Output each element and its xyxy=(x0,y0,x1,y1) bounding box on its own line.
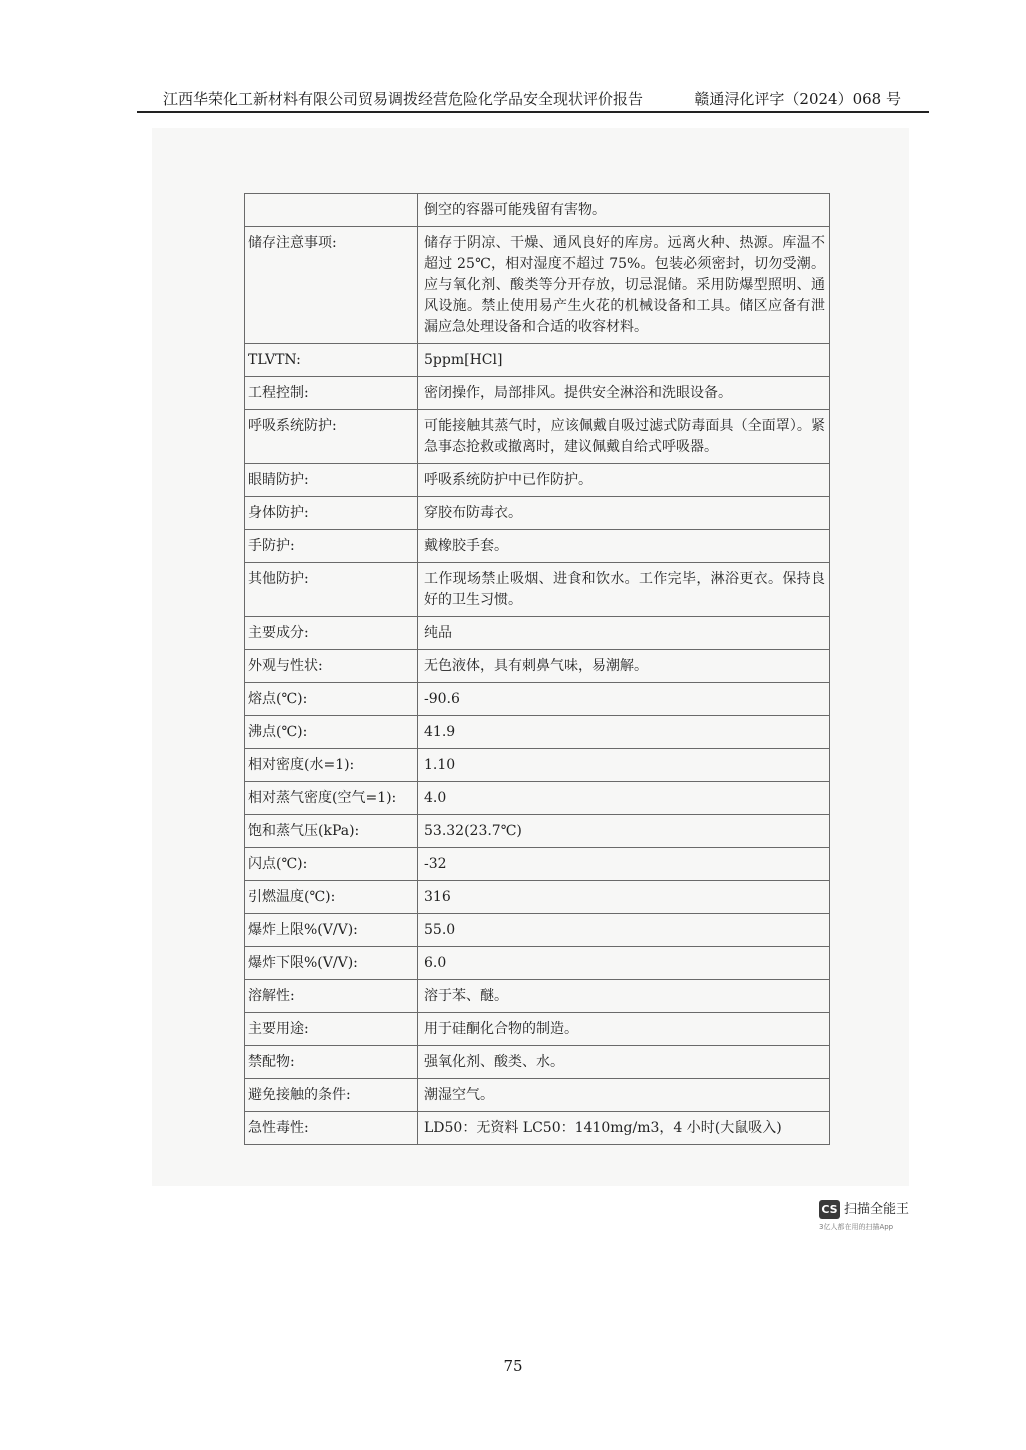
field-value: 密闭操作，局部排风。提供安全淋浴和洗眼设备。 xyxy=(418,377,830,410)
table-row xyxy=(245,815,830,848)
field-label: 呼吸系统防护: xyxy=(245,410,418,464)
field-value: 316 xyxy=(418,881,830,914)
field-value: 无色液体，具有刺鼻气味，易潮解。 xyxy=(418,650,830,683)
field-value: -90.6 xyxy=(418,683,830,716)
field-value: 呼吸系统防护中已作防护。 xyxy=(418,464,830,497)
table-row xyxy=(245,617,830,650)
field-value: -32 xyxy=(418,848,830,881)
field-value: 强氧化剂、酸类、水。 xyxy=(418,1046,830,1079)
field-label xyxy=(245,194,418,227)
field-value: 41.9 xyxy=(418,716,830,749)
field-label: 闪点(℃): xyxy=(245,848,418,881)
field-label: 饱和蒸气压(kPa): xyxy=(245,815,418,848)
table-row xyxy=(245,563,830,617)
table-row xyxy=(245,1112,830,1145)
table-row xyxy=(245,377,830,410)
field-value: 5ppm[HCl] xyxy=(418,344,830,377)
field-label: 储存注意事项: xyxy=(245,227,418,344)
table-row xyxy=(245,227,830,344)
table-row xyxy=(245,1046,830,1079)
field-value: LD50：无资料 LC50：1410mg/m3，4 小时(大鼠吸入) xyxy=(418,1112,830,1145)
table-row xyxy=(245,497,830,530)
scanner-watermark xyxy=(819,1200,929,1240)
report-title: 江西华荣化工新材料有限公司贸易调拨经营危险化学品安全现状评价报告 xyxy=(163,90,644,108)
scanner-slogan: 3亿人都在用的扫描App xyxy=(819,1223,894,1231)
field-value: 潮湿空气。 xyxy=(418,1079,830,1112)
table-row xyxy=(245,782,830,815)
table-row xyxy=(245,683,830,716)
field-value: 穿胶布防毒衣。 xyxy=(418,497,830,530)
field-value: 6.0 xyxy=(418,947,830,980)
page-number: 75 xyxy=(503,1357,523,1375)
field-value: 4.0 xyxy=(418,782,830,815)
field-value: 储存于阴凉、干燥、通风良好的库房。远离火种、热源。库温不超过 25℃，相对湿度不超过 75%。包装必须密封，切勿受潮。应与氧化剂、酸类等分开存放，切忌混储。采用防爆型照明、通风设施。禁止使用易产生火花的机械设备和工具。储区应备有泄漏应急处理设备和合适的收容材料。 xyxy=(418,227,830,344)
table-row xyxy=(245,1079,830,1112)
table-row xyxy=(245,344,830,377)
field-label: 相对蒸气密度(空气=1): xyxy=(245,782,418,815)
field-value: 纯品 xyxy=(418,617,830,650)
field-value: 55.0 xyxy=(418,914,830,947)
scanner-app-name: 扫描全能王 xyxy=(844,1202,910,1217)
table-row xyxy=(245,410,830,464)
field-value: 53.32(23.7℃) xyxy=(418,815,830,848)
field-value: 1.10 xyxy=(418,749,830,782)
field-label: 外观与性状: xyxy=(245,650,418,683)
table-row xyxy=(245,947,830,980)
table-row xyxy=(245,848,830,881)
field-label: 工程控制: xyxy=(245,377,418,410)
field-value: 工作现场禁止吸烟、进食和饮水。工作完毕，淋浴更衣。保持良好的卫生习惯。 xyxy=(418,563,830,617)
field-label: 身体防护: xyxy=(245,497,418,530)
field-label: 主要成分: xyxy=(245,617,418,650)
table-row xyxy=(245,749,830,782)
table-row xyxy=(245,464,830,497)
table-row xyxy=(245,914,830,947)
field-value: 溶于苯、醚。 xyxy=(418,980,830,1013)
field-label: 爆炸下限%(V/V): xyxy=(245,947,418,980)
field-label: 眼睛防护: xyxy=(245,464,418,497)
field-label: 手防护: xyxy=(245,530,418,563)
field-label: 急性毒性: xyxy=(245,1112,418,1145)
field-value: 倒空的容器可能残留有害物。 xyxy=(418,194,830,227)
field-value: 可能接触其蒸气时，应该佩戴自吸过滤式防毒面具（全面罩）。紧急事态抢救或撤离时，建议佩戴自给式呼吸器。 xyxy=(418,410,830,464)
field-label: 相对密度(水=1): xyxy=(245,749,418,782)
table-row xyxy=(245,881,830,914)
table-row xyxy=(245,716,830,749)
field-label: 爆炸上限%(V/V): xyxy=(245,914,418,947)
field-label: 主要用途: xyxy=(245,1013,418,1046)
header-divider xyxy=(137,111,929,113)
field-label: 引燃温度(℃): xyxy=(245,881,418,914)
field-value: 用于硅酮化合物的制造。 xyxy=(418,1013,830,1046)
table-row xyxy=(245,194,830,227)
table-row xyxy=(245,980,830,1013)
field-label: 沸点(℃): xyxy=(245,716,418,749)
field-label: TLVTN: xyxy=(245,344,418,377)
page-header xyxy=(137,86,929,112)
field-label: 禁配物: xyxy=(245,1046,418,1079)
table-row xyxy=(245,1013,830,1046)
field-label: 避免接触的条件: xyxy=(245,1079,418,1112)
table-row xyxy=(245,530,830,563)
camscanner-logo-icon: CS xyxy=(819,1200,840,1219)
document-number: 赣通浔化评字（2024）068 号 xyxy=(694,90,901,108)
chemical-safety-table xyxy=(244,193,830,1145)
field-label: 熔点(℃): xyxy=(245,683,418,716)
table-row xyxy=(245,650,830,683)
field-value: 戴橡胶手套。 xyxy=(418,530,830,563)
field-label: 溶解性: xyxy=(245,980,418,1013)
field-label: 其他防护: xyxy=(245,563,418,617)
